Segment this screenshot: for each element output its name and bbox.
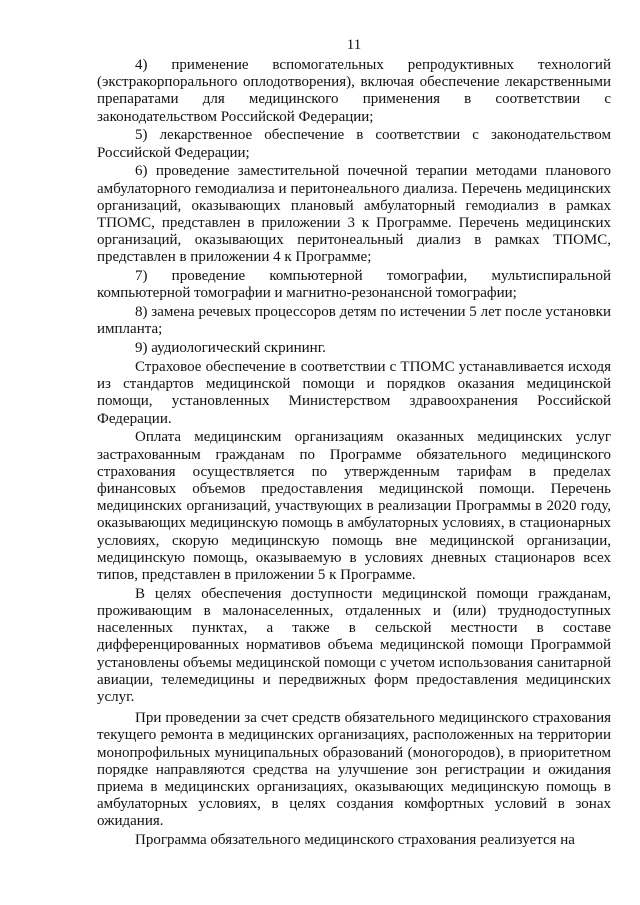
page-number: 11 [346,37,362,53]
paragraph-item-6: 6) проведение заместительной почечной терапии методами планового амбулаторного гемодиализа и перитонеального диализа. Перечень медицинских организаций, оказывающих плановый амбулаторный гемодиализ в рамках ТПОМС, представлен в приложении 3 к Программе. Перечень медицинских организаций, оказывающих перитонеальный диализ в рамках ТПОМС, представлен в приложении 4 к Программе; [97,163,611,266]
paragraph-payment: Оплата медицинским организациям оказанных медицинских услуг застрахованным гражданам по Программе обязательного медицинского страхования осуществляется по утвержденным тарифам в пределах финансовых объемов предоставления медицинской помощи. Перечень медицинских организаций, участвующих в реализации Программы в 2020 году, оказывающих медицинскую помощь в амбулаторных условиях, в стационарных условиях, скорую медицинскую помощь вне медицинской организации, медицинскую помощь, оказываемую в условиях дневных стационаров всех типов, представлен в приложении 5 к Программе. [97,429,611,584]
document-page [97,36,611,851]
paragraph-item-8: 8) замена речевых процессоров детям по истечении 5 лет после установки импланта; [97,304,611,338]
paragraph-item-4: 4) применение вспомогательных репродуктивных технологий (экстракорпорального оплодотворения), включая обеспечение лекарственными препаратами для медицинского применения в соответствии с законодательством Российской Федерации; [97,57,611,125]
paragraph-accessibility: В целях обеспечения доступности медицинской помощи гражданам, проживающим в малонаселенных, отдаленных и (или) труднодоступных населенных пунктах, а также в сельской местности в составе дифференцированных нормативов объема медицинской помощи Программой установлены объемы медицинской помощи с учетом использования санитарной авиации, телемедицины и передвижных форм предоставления медицинских услуг. [97,585,611,706]
paragraph-repair: При проведении за счет средств обязательного медицинского страхования текущего ремонта в медицинских организациях, расположенных на территории монопрофильных муниципальных образований (моногородов), в приоритетном порядке направляются средства на улучшение зон регистрации и ожидания приема в медицинских организациях, оказывающих медицинскую помощь в амбулаторных условиях, в целях создания комфортных условий в зонах ожидания. [97,710,611,830]
paragraph-item-9: 9) аудиологический скрининг. [135,340,326,357]
paragraph-item-5: 5) лекарственное обеспечение в соответствии с законодательством Российской Федерации; [97,127,611,161]
paragraph-program-continued: Программа обязательного медицинского страхования реализуется на [135,832,575,849]
paragraph-insurance-coverage: Страховое обеспечение в соответствии с ТПОМС устанавливается исходя из стандартов медицинской помощи и порядков оказания медицинской помощи, установленных Министерством здравоохранения Российской Федерации. [97,359,611,427]
paragraph-item-7: 7) проведение компьютерной томографии, мультиспиральной компьютерной томографии и магнитно-резонансной томографии; [97,268,611,302]
